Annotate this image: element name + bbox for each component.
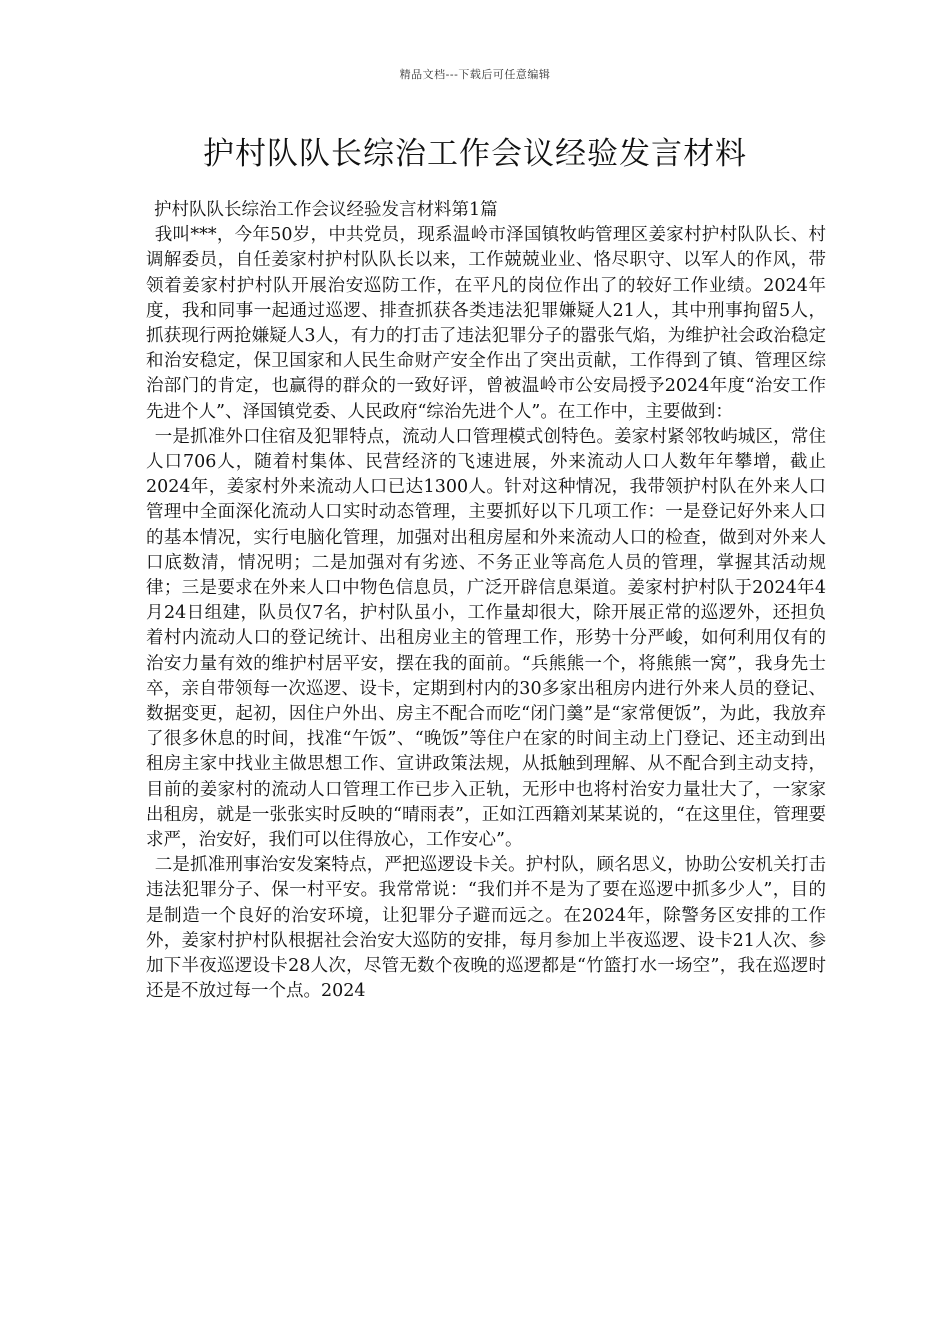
document-body (146, 198, 826, 1005)
section-heading: 护村队队长综治工作会议经验发言材料第1篇 (154, 200, 498, 220)
header-note: 精品文档---下载后可任意编辑 (399, 68, 551, 81)
paragraph-point-one: 一是抓准外口住宿及犯罪特点，流动人口管理模式创特色。姜家村紧邻牧屿城区，常住人口706人，随着村集体、民营经济的飞速进展，外来流动人口人数年年攀增，截止 2024年，姜家村外来流动人口已达1300人。针对这种情况，我带领护村队在外来人口管理中全面深化流动人口实时动态管理，主要抓好以下几项工作：一是登记好外来人口的基本情况，实行电脑化管理，加强对出租房屋和外来流动人口的检查，做到对外来人口底数清，情况明；二是加强对有劣迹、不务正业等高危人员的管理，掌握其活动规律；三是要求在外来人口中物色信息员，广泛开辟信息渠道。姜家村护村队于2024年4月24日组建，队员仅7名，护村队虽小，工作量却很大，除开展正常的巡逻外，还担负着村内流动人口的登记统计、出租房业主的管理工作，形势十分严峻，如何利用仅有的治安力量有效的维护村居平安，摆在我的面前。“兵熊熊一个，将熊熊一窝”，我身先士卒，亲自带领每一次巡逻、设卡，定期到村内的30多家出租房内进行外来人员的登记、数据变更，起初，因住户外出、房主不配合而吃“闭门羹”是“家常便饭”，为此，我放弃了很多休息的时间，找准“午饭”、“晚饭”等住户在家的时间主动上门登记、还主动到出租房主家中找业主做思想工作、宣讲政策法规，从抵触到理解、从不配合到主动支持，目前的姜家村的流动人口管理工作已步入正轨，无形中也将村治安力量壮大了，一家家出租房，就是一张张实时反映的“晴雨表”，正如江西籍刘某某说的，“在这里住，管理要求严，治安好，我们可以住得放心，工作安心”。 (146, 426, 826, 851)
paragraph-intro: 我叫***，今年50岁，中共党员，现系温岭市泽国镇牧屿管理区姜家村护村队队长、村调解委员，自任姜家村护村队队长以来，工作兢兢业业、恪尽职守、以军人的作风，带领着姜家村护村队开展治安巡防工作，在平凡的岗位作出了的较好工作业绩。2024年度，我和同事一起通过巡逻、排查抓获各类违法犯罪嫌疑人21人，其中刑事拘留5人，抓获现行两抢嫌疑人3人，有力的打击了违法犯罪分子的嚣张气焰，为维护社会政治稳定和治安稳定，保卫国家和人民生命财产安全作出了突出贡献，工作得到了镇、管理区综治部门的肯定，也赢得的群众的一致好评，曾被温岭市公安局授予2024年度“治安工作先进个人”、泽国镇党委、人民政府“综治先进个人”。在工作中，主要做到： (146, 225, 826, 422)
document-title: 护村队队长综治工作会议经验发言材料 (203, 136, 747, 172)
paragraph-point-two: 二是抓准刑事治安发案特点，严把巡逻设卡关。护村队，顾名思义，协助公安机关打击违法犯罪分子、保一村平安。我常常说：“我们并不是为了要在巡逻中抓多少人”，目的是制造一个良好的治安环境，让犯罪分子避而远之。在2024年，除警务区安排的工作外，姜家村护村队根据社会治安大巡防的安排，每月参加上半夜巡逻、设卡21人次、参加下半夜巡逻设卡28人次，尽管无数个夜晚的巡逻都是“竹篮打水一场空”，我在巡逻时还是不放过每一个点。2024 (146, 855, 826, 1002)
